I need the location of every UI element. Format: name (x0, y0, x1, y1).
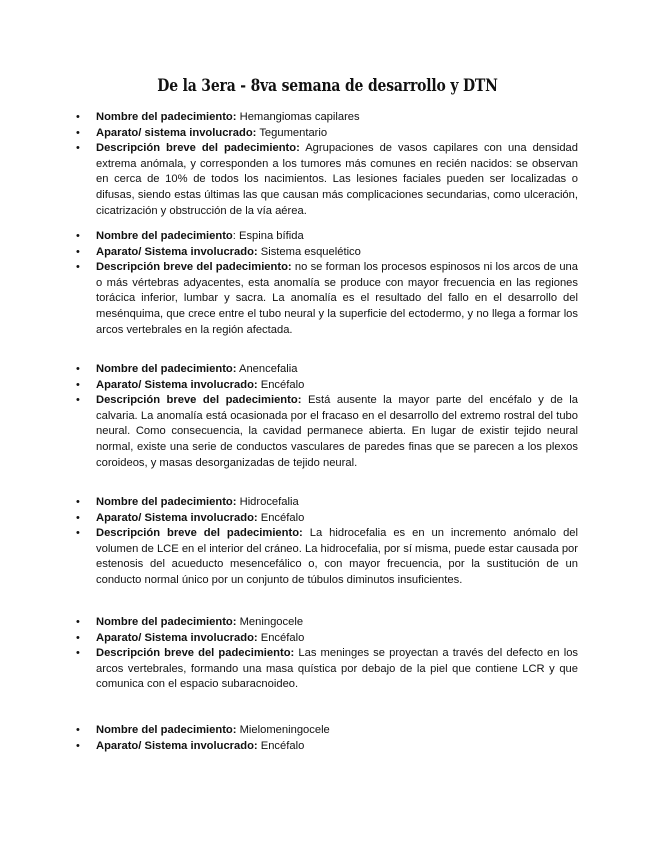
entry-mielomeningocele (76, 723, 578, 754)
field-value: Mielomeningocele (239, 724, 330, 736)
entry-hemangiomas (76, 110, 578, 219)
field-label: Nombre del padecimiento: (96, 616, 237, 628)
field-label: Aparato/ Sistema involucrado: (96, 245, 258, 258)
field-value: Agrupaciones de vasos capilares con una densidad extrema anómala, y corresponden a los tumores más comunes en recién nacidos: se observan en cerca de 10% de todos los nacimientos. Las lesiones faciales pueden ser localizadas o difusas, siendo estas últimas las que causan más complicaciones secundarias, como ulceración, cicatrización y obstrucción de la vía aérea. (96, 142, 579, 217)
field-label: Nombre del padecimiento: (96, 111, 237, 123)
field-value: Encéfalo (260, 631, 305, 644)
list-item-description (76, 526, 578, 588)
bullet-icon: • (76, 126, 80, 139)
list-item-description (76, 646, 578, 693)
document-title: De la 3era - 8va semana de desarrollo y DTN (157, 76, 498, 96)
bullet-icon: • (76, 616, 80, 628)
bullet-icon: • (76, 378, 80, 391)
list-item-name (76, 723, 578, 739)
field-value: La hidrocefalia es en un incremento anómalo del volumen de LCE en el interior del cráneo. La hidrocefalia, por sí misma, puede estar causada por estenosis del acueducto mesencefálico o, con mayor frecuencia, por la sustitución de un conducto normal único por un conjunto de túbulos diminutos insuficientes. (96, 527, 579, 586)
field-value: Encéfalo (260, 511, 305, 524)
field-label: Descripción breve del padecimiento: (96, 647, 295, 660)
field-value: Hemangiomas capilares (239, 111, 360, 123)
bullet-icon: • (76, 724, 80, 736)
field-value: Sistema esquelético (260, 245, 361, 258)
list-item-description (76, 260, 578, 338)
bullet-icon: • (76, 496, 80, 508)
bullet-icon: • (76, 527, 80, 540)
list-item-system (76, 739, 578, 755)
field-label: Aparato/ Sistema involucrado: (96, 511, 258, 524)
bullet-icon: • (76, 245, 80, 258)
bullet-icon: • (76, 647, 80, 660)
field-label: Nombre del padecimiento: (96, 724, 237, 736)
bullet-icon: • (76, 261, 80, 274)
field-label: Aparato/ Sistema involucrado: (96, 739, 258, 752)
field-label: Descripción breve del padecimiento: (96, 142, 300, 155)
field-value: Meningocele (239, 616, 304, 628)
list-item-name (76, 229, 578, 245)
list-item-name (76, 615, 578, 631)
bullet-icon: • (76, 230, 80, 242)
entry-meningocele (76, 615, 578, 693)
bullet-icon: • (76, 142, 80, 155)
bullet-icon: • (76, 631, 80, 644)
field-label: Nombre del padecimiento: (96, 496, 237, 508)
bullet-icon: • (76, 363, 80, 375)
list-item-description (76, 393, 578, 471)
field-label: Descripción breve del padecimiento: (96, 394, 302, 407)
bullet-icon: • (76, 511, 80, 524)
list-item-description (76, 141, 578, 219)
field-label: Descripción breve del padecimiento: (96, 527, 303, 540)
bullet-icon: • (76, 394, 80, 407)
field-value: Encéfalo (260, 378, 305, 391)
list-item-system (76, 245, 578, 261)
field-value: Tegumentario (259, 126, 328, 139)
field-label: Aparato/ Sistema involucrado: (96, 631, 258, 644)
field-value: Anencefalia (239, 363, 298, 375)
entry-anencefalia (76, 362, 578, 471)
list-item-name (76, 110, 578, 126)
field-label: Nombre del padecimiento: (96, 363, 237, 375)
field-value: : Espina bífida (232, 230, 304, 242)
list-item-name (76, 495, 578, 511)
field-value: Las meninges se proyectan a través del defecto en los arcos vertebrales, formando una masa quística por debajo de la piel que contiene LCR y que comunica con el espacio subaracnoideo. (96, 647, 579, 691)
field-label: Aparato/ Sistema involucrado: (96, 378, 258, 391)
field-value: no se forman los procesos espinosos ni los arcos de una o más vértebras adyacentes, esta anomalía se produce con mayor frecuencia en las regiones torácica inferior, lumbar y sacra. La anomalía es el resultado del fallo en el desarrollo del mesénquima, que crece entre el tubo neural y la superficie del ectodermo, y no llega a formar los arcos vertebrales en la región afectada. (96, 261, 578, 336)
entry-hidrocefalia (76, 495, 578, 589)
list-item-name (76, 362, 578, 378)
bullet-icon: • (76, 111, 80, 123)
list-item-system (76, 511, 578, 527)
list-item-system (76, 126, 578, 142)
field-value: Está ausente la mayor parte del encéfalo y de la calvaria. La anomalía está ocasionada por el fracaso en el desarrollo del extremo rostral del tubo neural. Como consecuencia, la cavidad permanece abierta. En lugar de existir tejido neural normal, existe una serie de conductos vasculares de paredes finas que se parecen a los plexos coroideos, y masas desorganizadas de tejido neural. (96, 394, 579, 469)
field-value: Hidrocefalia (239, 496, 299, 508)
bullet-icon: • (76, 739, 80, 752)
field-label: Nombre del padecimiento (96, 230, 233, 242)
field-label: Aparato/ sistema involucrado: (96, 126, 257, 139)
entry-espina-bifida (76, 229, 578, 338)
list-item-system (76, 378, 578, 394)
list-item-system (76, 631, 578, 647)
field-value: Encéfalo (260, 739, 305, 752)
field-label: Descripción breve del padecimiento: (96, 261, 292, 274)
